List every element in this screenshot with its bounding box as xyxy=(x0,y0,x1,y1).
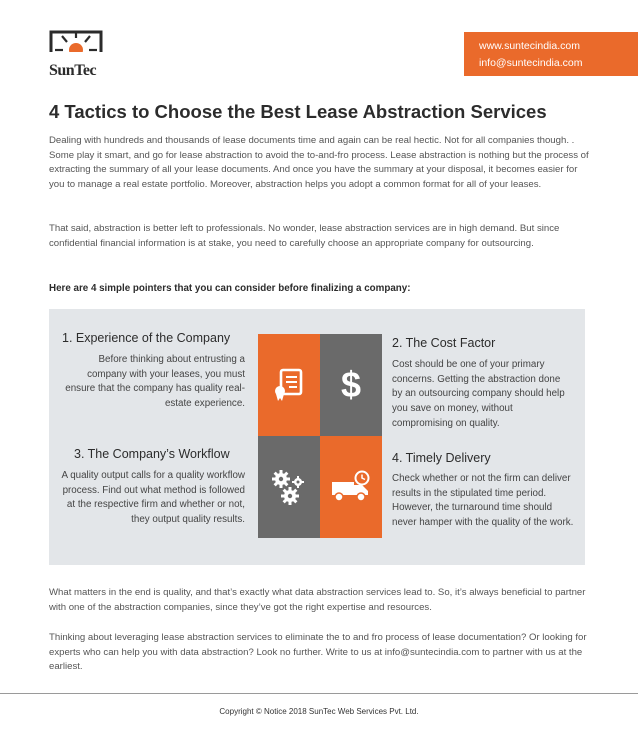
gears-icon xyxy=(270,468,308,506)
tactic-body-2: Cost should be one of your primary concerns. Getting the abstraction done by an outsourcing company should help you save on money, without compromising on quality. xyxy=(392,359,565,429)
tactic-heading-3: 3. The Company’s Workflow xyxy=(74,447,230,461)
email-link[interactable]: info@suntecindia.com xyxy=(479,57,583,69)
tile-delivery xyxy=(320,436,382,538)
intro-paragraph-1: Dealing with hundreds and thousands of lease documents time and again can be real hectic. Not for all companies though. . Some play it smart, and go for lease abstraction to avoid the to-and-fro process. Lease abstraction is nothing but the process of extracting the summary of all your lease documents. And once you have the summary at your disposal, it becomes easier for you to manage a real estate portfolio. Moreover, abstraction helps you adopt a common format for all of your leases. xyxy=(49,135,589,191)
tactic-heading-2: 2. The Cost Factor xyxy=(392,336,496,350)
tile-cost xyxy=(320,334,382,436)
footer-copyright: Copyright © Notice 2018 SunTec Web Services Pvt. Ltd. xyxy=(219,707,419,716)
tactic-body-3: A quality output calls for a quality workflow process. Find out what method is followed at the respective firm and whether or not, they output quality results. xyxy=(61,470,245,526)
contact-box xyxy=(464,32,638,76)
tactic-heading-1: 1. Experience of the Company xyxy=(62,331,231,345)
lead-in-text: Here are 4 simple pointers that you can consider before finalizing a company: xyxy=(49,283,411,294)
website-link[interactable]: www.suntecindia.com xyxy=(479,40,580,52)
page-title: 4 Tactics to Choose the Best Lease Abstraction Services xyxy=(49,101,547,122)
delivery-truck-icon xyxy=(330,470,372,504)
closing-paragraph-1: What matters in the end is quality, and that’s exactly what data abstraction services lead to. So, it’s always beneficial to partner with one of the abstraction companies, since they’ve got the right expertise and resources. xyxy=(49,587,586,613)
tactic-heading-4: 4. Timely Delivery xyxy=(392,451,491,465)
certificate-icon xyxy=(272,367,306,403)
tile-experience xyxy=(258,334,320,436)
tactic-body-4: Check whether or not the firm can deliver results in the stipulated time period. However, the turnaround time should never hamper with the quality of the work. xyxy=(392,473,574,529)
tile-workflow xyxy=(258,436,320,538)
tactic-body-1: Before thinking about entrusting a company with your leases, you must ensure that the company has quality real-estate experience. xyxy=(65,354,245,410)
intro-paragraph-2: That said, abstraction is better left to professionals. No wonder, lease abstraction services are in high demand. But since confidential financial information is at stake, you need to carefully choose an appropriate company for outsourcing. xyxy=(49,223,560,249)
closing-paragraph-2: Thinking about leveraging lease abstraction services to eliminate the to and fro process of lease documentation? Or looking for experts who can help you with data abstraction? Look no further. Write to us at info@suntecindia.com to partner with us at the earliest. xyxy=(49,632,587,673)
logo-text: SunTec xyxy=(49,62,97,79)
dollar-icon: $ xyxy=(340,364,362,405)
footer-divider xyxy=(0,693,638,694)
